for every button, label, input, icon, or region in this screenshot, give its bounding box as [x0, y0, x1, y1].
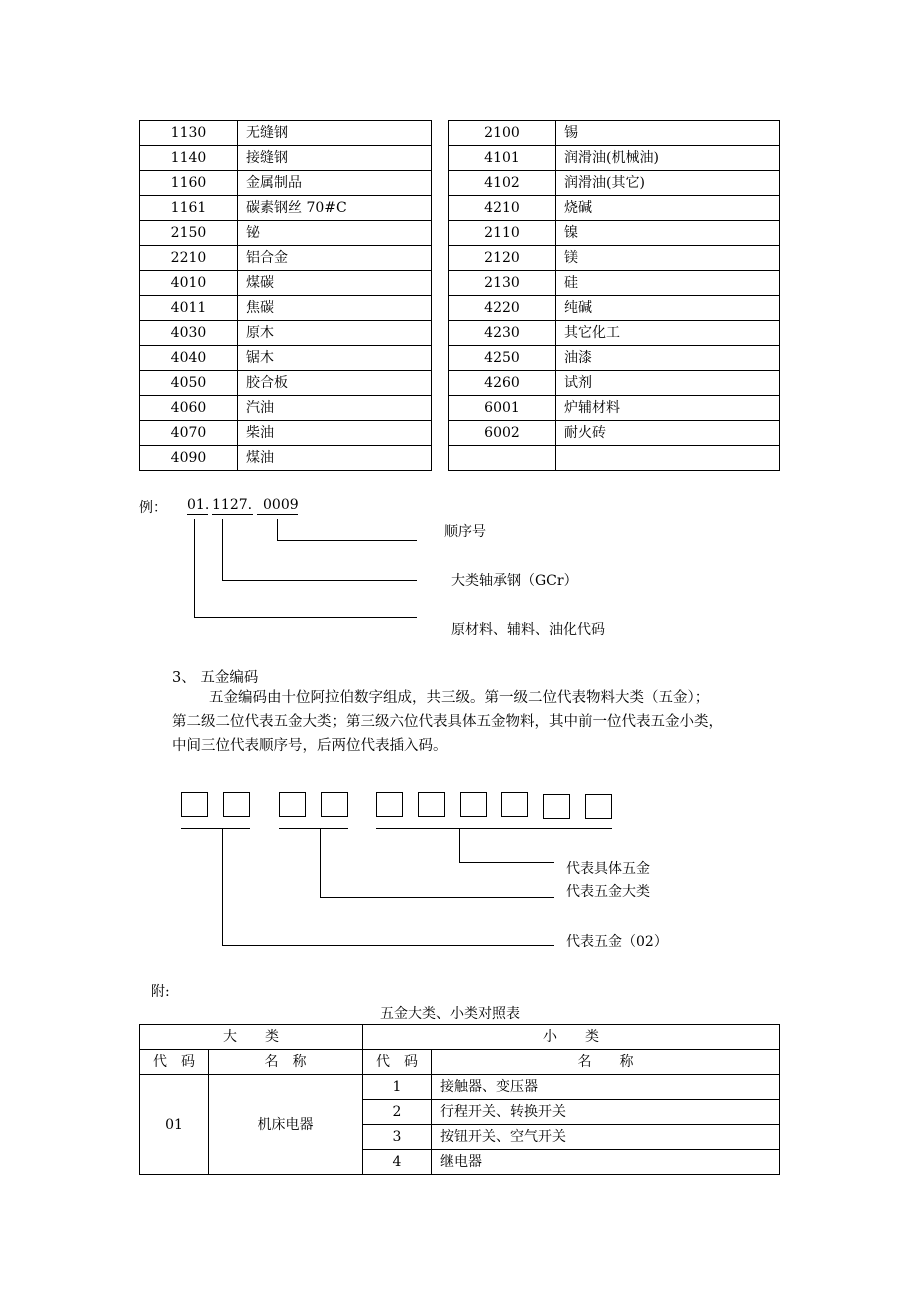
left-name-cell: 胶合板 — [238, 371, 432, 396]
right-code-cell: 4210 — [449, 196, 556, 221]
underline-part3 — [257, 514, 298, 515]
right-name-cell: 炉辅材料 — [556, 396, 780, 421]
table-row — [140, 196, 780, 221]
minor-class-header: 小 类 — [363, 1025, 780, 1050]
right-name-cell: 硅 — [556, 271, 780, 296]
table-title: 五金大类、小类对照表 — [380, 1006, 520, 1022]
digit-box-3 — [279, 792, 306, 817]
underline-group-2 — [279, 828, 348, 829]
right-code-cell: 6002 — [449, 421, 556, 446]
example-code-part3: 0009 — [263, 497, 299, 513]
right-code-cell — [449, 446, 556, 471]
left-name-cell: 无缝钢 — [238, 121, 432, 146]
left-code-cell: 4040 — [140, 346, 238, 371]
minor-name-cell: 接触器、变压器 — [432, 1075, 780, 1100]
connector-class-horizontal — [222, 580, 417, 581]
minor-code-header: 代 码 — [363, 1050, 432, 1075]
left-name-cell: 柴油 — [238, 421, 432, 446]
connector-seq-horizontal — [277, 540, 417, 541]
left-code-cell: 4070 — [140, 421, 238, 446]
digit-box-4 — [321, 792, 348, 817]
left-name-cell: 金属制品 — [238, 171, 432, 196]
desc-major-class: 大类轴承钢（GCr） — [451, 573, 578, 589]
right-name-cell: 耐火砖 — [556, 421, 780, 446]
left-name-cell: 汽油 — [238, 396, 432, 421]
table-row — [140, 321, 780, 346]
table-row — [140, 396, 780, 421]
left-code-cell: 4060 — [140, 396, 238, 421]
digit-box-1 — [181, 792, 208, 817]
digit-box-2 — [223, 792, 250, 817]
connector-seq-vertical — [277, 519, 278, 540]
right-code-cell: 4260 — [449, 371, 556, 396]
connector-major-horizontal — [320, 897, 554, 898]
desc-hardware-major: 代表五金大类 — [566, 884, 650, 900]
table-row — [140, 271, 780, 296]
column-gap — [432, 446, 449, 471]
right-name-cell: 润滑油(其它) — [556, 171, 780, 196]
right-name-cell: 试剂 — [556, 371, 780, 396]
column-gap — [432, 171, 449, 196]
column-gap — [432, 196, 449, 221]
connector-specific-horizontal — [459, 862, 554, 863]
paragraph-line-3: 中间三位代表顺序号，后两位代表插入码。 — [172, 738, 448, 754]
right-code-cell: 2100 — [449, 121, 556, 146]
right-code-cell: 4220 — [449, 296, 556, 321]
right-code-cell: 4230 — [449, 321, 556, 346]
connector-raw-horizontal — [194, 617, 417, 618]
left-code-cell: 2210 — [140, 246, 238, 271]
underline-group-3 — [376, 828, 612, 829]
example-code-part2: 1127. — [212, 497, 253, 513]
minor-code-cell: 3 — [363, 1125, 432, 1150]
column-gap — [432, 296, 449, 321]
major-class-header: 大 类 — [140, 1025, 363, 1050]
left-name-cell: 原木 — [238, 321, 432, 346]
right-name-cell: 镁 — [556, 246, 780, 271]
material-code-table — [139, 120, 780, 471]
digit-box-7 — [460, 792, 487, 817]
left-code-cell: 4090 — [140, 446, 238, 471]
right-name-cell: 纯碱 — [556, 296, 780, 321]
table-row — [140, 371, 780, 396]
example-label: 例： — [139, 500, 167, 516]
desc-sequence: 顺序号 — [444, 524, 486, 540]
minor-name-cell: 行程开关、转换开关 — [432, 1100, 780, 1125]
connector-raw-vertical — [194, 519, 195, 617]
table-row — [140, 146, 780, 171]
right-code-cell: 2120 — [449, 246, 556, 271]
column-gap — [432, 346, 449, 371]
major-code-cell: 01 — [140, 1075, 209, 1175]
table-row — [140, 346, 780, 371]
left-code-cell: 2150 — [140, 221, 238, 246]
left-name-cell: 焦碳 — [238, 296, 432, 321]
table-row — [140, 171, 780, 196]
hardware-class-table — [139, 1024, 780, 1175]
left-name-cell: 锯木 — [238, 346, 432, 371]
right-name-cell: 其它化工 — [556, 321, 780, 346]
desc-hardware-code: 代表五金（02） — [566, 934, 668, 950]
column-gap — [432, 371, 449, 396]
column-gap — [432, 396, 449, 421]
table-row — [140, 296, 780, 321]
paragraph-line-1: 五金编码由十位阿拉伯数字组成，共三级。第一级二位代表物料大类（五金）； — [209, 690, 710, 706]
left-code-cell: 4010 — [140, 271, 238, 296]
left-name-cell: 铋 — [238, 221, 432, 246]
table-row — [140, 121, 780, 146]
column-gap — [432, 146, 449, 171]
left-name-cell: 碳素钢丝 70#C — [238, 196, 432, 221]
digit-box-5 — [376, 792, 403, 817]
underline-part2 — [212, 514, 253, 515]
column-gap — [432, 421, 449, 446]
desc-raw-material: 原材料、辅料、油化代码 — [451, 622, 605, 638]
right-name-cell: 润滑油(机械油) — [556, 146, 780, 171]
digit-box-6 — [418, 792, 445, 817]
right-name-cell: 锡 — [556, 121, 780, 146]
connector-specific-vertical — [459, 828, 460, 863]
underline-group-1 — [181, 828, 250, 829]
left-code-cell: 1140 — [140, 146, 238, 171]
right-code-cell: 2130 — [449, 271, 556, 296]
connector-hardware-horizontal — [222, 945, 554, 946]
left-code-cell: 1161 — [140, 196, 238, 221]
right-code-cell: 4250 — [449, 346, 556, 371]
table-row — [140, 221, 780, 246]
digit-box-9 — [543, 794, 570, 819]
minor-code-cell: 2 — [363, 1100, 432, 1125]
left-name-cell: 接缝钢 — [238, 146, 432, 171]
column-gap — [432, 246, 449, 271]
left-code-cell: 1160 — [140, 171, 238, 196]
paragraph-line-2: 第二级二位代表五金大类；第三级六位代表具体五金物料，其中前一位代表五金小类， — [172, 714, 723, 730]
left-name-cell: 铝合金 — [238, 246, 432, 271]
appendix-label: 附: — [151, 984, 170, 1000]
section-heading: 3、 五金编码 — [172, 670, 259, 686]
minor-name-cell: 继电器 — [432, 1150, 780, 1175]
right-code-cell: 4102 — [449, 171, 556, 196]
right-code-cell: 2110 — [449, 221, 556, 246]
major-name-cell: 机床电器 — [209, 1075, 363, 1175]
underline-part1 — [187, 514, 208, 515]
left-name-cell: 煤碳 — [238, 271, 432, 296]
example-code-part1: 01. — [187, 497, 210, 513]
column-gap — [432, 321, 449, 346]
major-name-header: 名 称 — [209, 1050, 363, 1075]
connector-major-vertical — [320, 828, 321, 898]
left-code-cell: 4011 — [140, 296, 238, 321]
column-gap — [432, 271, 449, 296]
connector-class-vertical — [222, 519, 223, 580]
table-row — [140, 246, 780, 271]
minor-code-cell: 4 — [363, 1150, 432, 1175]
table-row — [140, 446, 780, 471]
connector-hardware-vertical — [222, 828, 223, 946]
right-name-cell: 镍 — [556, 221, 780, 246]
right-name-cell — [556, 446, 780, 471]
left-name-cell: 煤油 — [238, 446, 432, 471]
table-row — [140, 421, 780, 446]
right-code-cell: 4101 — [449, 146, 556, 171]
major-code-header: 代 码 — [140, 1050, 209, 1075]
right-name-cell: 油漆 — [556, 346, 780, 371]
digit-box-10 — [585, 794, 612, 819]
minor-name-header: 名 称 — [432, 1050, 780, 1075]
left-code-cell: 4050 — [140, 371, 238, 396]
column-gap — [432, 221, 449, 246]
minor-name-cell: 按钮开关、空气开关 — [432, 1125, 780, 1150]
right-name-cell: 烧碱 — [556, 196, 780, 221]
minor-code-cell: 1 — [363, 1075, 432, 1100]
desc-specific-hardware: 代表具体五金 — [566, 861, 650, 877]
left-code-cell: 4030 — [140, 321, 238, 346]
digit-box-8 — [501, 792, 528, 817]
left-code-cell: 1130 — [140, 121, 238, 146]
right-code-cell: 6001 — [449, 396, 556, 421]
column-gap — [432, 121, 449, 146]
